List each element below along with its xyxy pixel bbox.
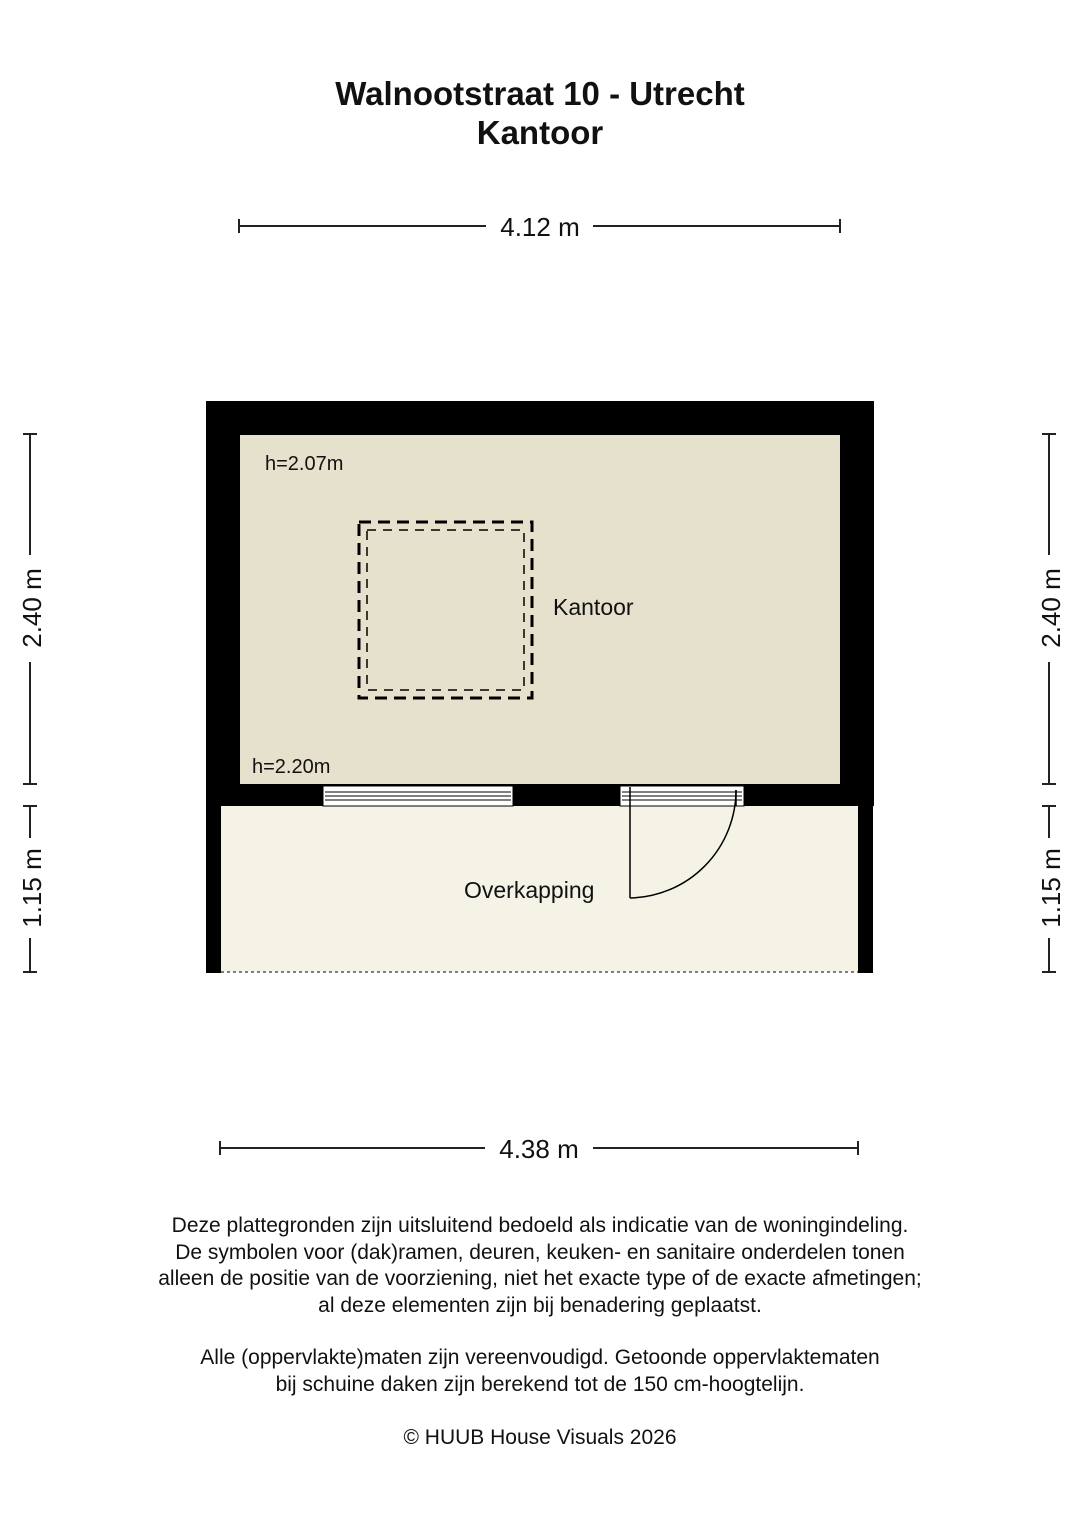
dimension-top-label: 4.12 m bbox=[500, 212, 580, 242]
address-title: Walnootstraat 10 - Utrecht bbox=[335, 75, 745, 112]
overkapping-label: Overkapping bbox=[464, 877, 595, 903]
copyright: © HUUB House Visuals 2026 bbox=[403, 1426, 677, 1449]
disclaimer-line: Deze plattegronden zijn uitsluitend bedoeld als indicatie van de woningindeling. bbox=[171, 1214, 909, 1237]
floor-title: Kantoor bbox=[476, 114, 604, 151]
window bbox=[323, 786, 513, 806]
overkapping-height-label: h=2.20m bbox=[252, 756, 331, 778]
dimension-left-upper-label: 2.40 m bbox=[17, 568, 47, 648]
kantoor-label: Kantoor bbox=[553, 594, 634, 620]
room-kantoor bbox=[240, 435, 840, 784]
dimension-right-upper-label: 2.40 m bbox=[1036, 568, 1066, 648]
disclaimer-line: Alle (oppervlakte)maten zijn vereenvoudigd. Getoonde oppervlaktematen bbox=[200, 1346, 880, 1369]
wall-overkapping-right bbox=[858, 796, 873, 973]
kantoor-height-label: h=2.07m bbox=[265, 453, 344, 475]
disclaimer bbox=[90, 1213, 990, 1398]
dimension-bottom-label: 4.38 m bbox=[499, 1134, 579, 1164]
wall-overkapping-left bbox=[206, 796, 221, 973]
disclaimer-line: alleen de positie van de voorziening, niet het exacte type of de exacte afmetingen; bbox=[158, 1267, 922, 1290]
dimension-left-lower-label: 1.15 m bbox=[17, 848, 47, 928]
disclaimer-line: bij schuine daken zijn berekend tot de 150 cm-hoogtelijn. bbox=[275, 1372, 805, 1396]
disclaimer-line: De symbolen voor (dak)ramen, deuren, keuken- en sanitaire onderdelen tonen bbox=[175, 1240, 905, 1264]
dimension-right-lower-label: 1.15 m bbox=[1036, 848, 1066, 928]
disclaimer-line: al deze elementen zijn bij benadering geplaatst. bbox=[318, 1293, 762, 1317]
